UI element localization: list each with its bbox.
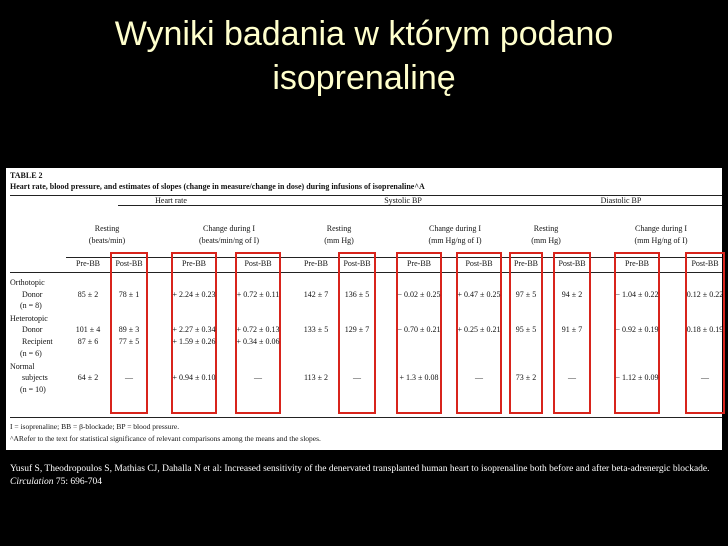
row-label-orthotopic: Orthotopic [10, 278, 45, 287]
column-header: Post-BB [465, 259, 493, 268]
column-header: Pre-BB [407, 259, 431, 268]
rule-group [118, 205, 722, 206]
table-cell: 113 ± 2 [303, 373, 329, 382]
sub-sbp-resting: Resting [326, 224, 352, 233]
row-label-n8: (n = 8) [20, 301, 42, 310]
table-cell: + 1.3 ± 0.08 [399, 373, 439, 382]
row-label-heterotopic: Heterotopic [10, 314, 48, 323]
table-cell: + 0.94 ± 0.10 [172, 373, 216, 382]
sub-dbp-resting-unit: (mm Hg) [531, 236, 561, 245]
sub-hr-change-unit: (beats/min/ng of I) [199, 236, 259, 245]
sub-sbp-change-unit: (mm Hg/ng of I) [428, 236, 482, 245]
table-cell: — [125, 373, 133, 382]
table-cell: + 0.34 ± 0.06 [236, 337, 280, 346]
table-cell: 0.12 ± 0.22 [686, 290, 724, 299]
row-label-n6: (n = 6) [20, 349, 42, 358]
sub-hr-change: Change during I [203, 224, 255, 233]
footnote-1: I = isoprenaline; BB = β-blockade; BP = blood pressure. [10, 422, 180, 431]
table-cell: 129 ± 7 [344, 325, 370, 334]
group-systolic-bp: Systolic BP [384, 196, 422, 205]
table-cell: 85 ± 2 [77, 290, 99, 299]
table-cell: — [568, 373, 576, 382]
table-cell: — [701, 373, 709, 382]
sub-hr-resting: Resting [94, 224, 120, 233]
column-header: Post-BB [115, 259, 143, 268]
slide-title [30, 12, 698, 100]
table-cell: 136 ± 5 [344, 290, 370, 299]
table-cell: — [353, 373, 361, 382]
table-label: TABLE 2 [10, 171, 43, 180]
table-cell: 142 ± 7 [303, 290, 329, 299]
table-cell: 0.18 ± 0.19 [686, 325, 724, 334]
row-label-donor: Donor [22, 290, 43, 299]
sub-hr-resting-unit: (beats/min) [88, 236, 126, 245]
row-label-normal: Normal [10, 362, 35, 371]
table-cell: 91 ± 7 [561, 325, 583, 334]
table-cell: — [475, 373, 483, 382]
column-header: Post-BB [558, 259, 586, 268]
table-scan [6, 168, 722, 450]
citation [10, 463, 710, 489]
sub-dbp-change: Change during I [635, 224, 687, 233]
column-header: Post-BB [691, 259, 719, 268]
sub-sbp-resting-unit: (mm Hg) [324, 236, 354, 245]
column-header: Post-BB [343, 259, 371, 268]
column-header: Pre-BB [76, 259, 100, 268]
row-label-subjects: subjects [22, 373, 48, 382]
table-cell: + 0.25 ± 0.21 [457, 325, 501, 334]
table-cell: 101 ± 4 [75, 325, 101, 334]
group-diastolic-bp: Diastolic BP [600, 196, 642, 205]
table-cell: 89 ± 3 [118, 325, 140, 334]
table-cell: − 1.12 ± 0.09 [615, 373, 659, 382]
table-cell: 78 ± 1 [118, 290, 140, 299]
table-cell: 95 ± 5 [515, 325, 537, 334]
sub-dbp-change-unit: (mm Hg/ng of I) [634, 236, 688, 245]
sub-dbp-resting: Resting [533, 224, 559, 233]
table-cell: + 2.24 ± 0.23 [172, 290, 216, 299]
group-heart-rate: Heart rate [155, 196, 187, 205]
row-label-recipient: Recipient [22, 337, 53, 346]
table-cell: 77 ± 5 [118, 337, 140, 346]
table-cell: 133 ± 5 [303, 325, 329, 334]
table-cell: 64 ± 2 [77, 373, 99, 382]
citation-journal: Circulation [10, 477, 54, 487]
table-cell: 94 ± 2 [561, 290, 583, 299]
footnote-2: ^ARefer to the text for statistical significance of relevant comparisons among the means and the slopes. [10, 434, 321, 443]
table-cell: − 0.02 ± 0.25 [397, 290, 441, 299]
citation-text: Yusuf S, Theodropoulos S, Mathias CJ, Dahalla N et al: Increased sensitivity of the denervated transplanted human heart to isoprenaline both before and after beta-adrenergic blockade. [10, 464, 710, 474]
row-label-donor-2: Donor [22, 325, 43, 334]
column-header: Pre-BB [625, 259, 649, 268]
table-cell: + 0.72 ± 0.13 [236, 325, 280, 334]
title-line-1: Wyniki badania w którym podano [114, 15, 614, 53]
table-cell: + 0.47 ± 0.25 [457, 290, 501, 299]
sub-sbp-change: Change during I [429, 224, 481, 233]
table-caption: Heart rate, blood pressure, and estimates of slopes (change in measure/change in dose) during infusions of isoprenaline^A [10, 182, 425, 191]
rule-bottom [10, 417, 722, 418]
column-header: Pre-BB [304, 259, 328, 268]
table-cell: − 0.92 ± 0.19 [615, 325, 659, 334]
table-cell: — [254, 373, 262, 382]
column-header: Pre-BB [514, 259, 538, 268]
table-cell: 73 ± 2 [515, 373, 537, 382]
title-line-2: isoprenalinę [272, 59, 456, 97]
table-cell: + 2.27 ± 0.34 [172, 325, 216, 334]
table-cell: + 0.72 ± 0.11 [236, 290, 280, 299]
table-cell: − 0.70 ± 0.21 [397, 325, 441, 334]
table-cell: 87 ± 6 [77, 337, 99, 346]
row-label-n10: (n = 10) [20, 385, 46, 394]
column-header: Post-BB [244, 259, 272, 268]
table-cell: 97 ± 5 [515, 290, 537, 299]
table-cell: + 1.59 ± 0.26 [172, 337, 216, 346]
column-header: Pre-BB [182, 259, 206, 268]
table-cell: − 1.04 ± 0.22 [615, 290, 659, 299]
citation-ref: 75: 696-704 [53, 477, 103, 487]
